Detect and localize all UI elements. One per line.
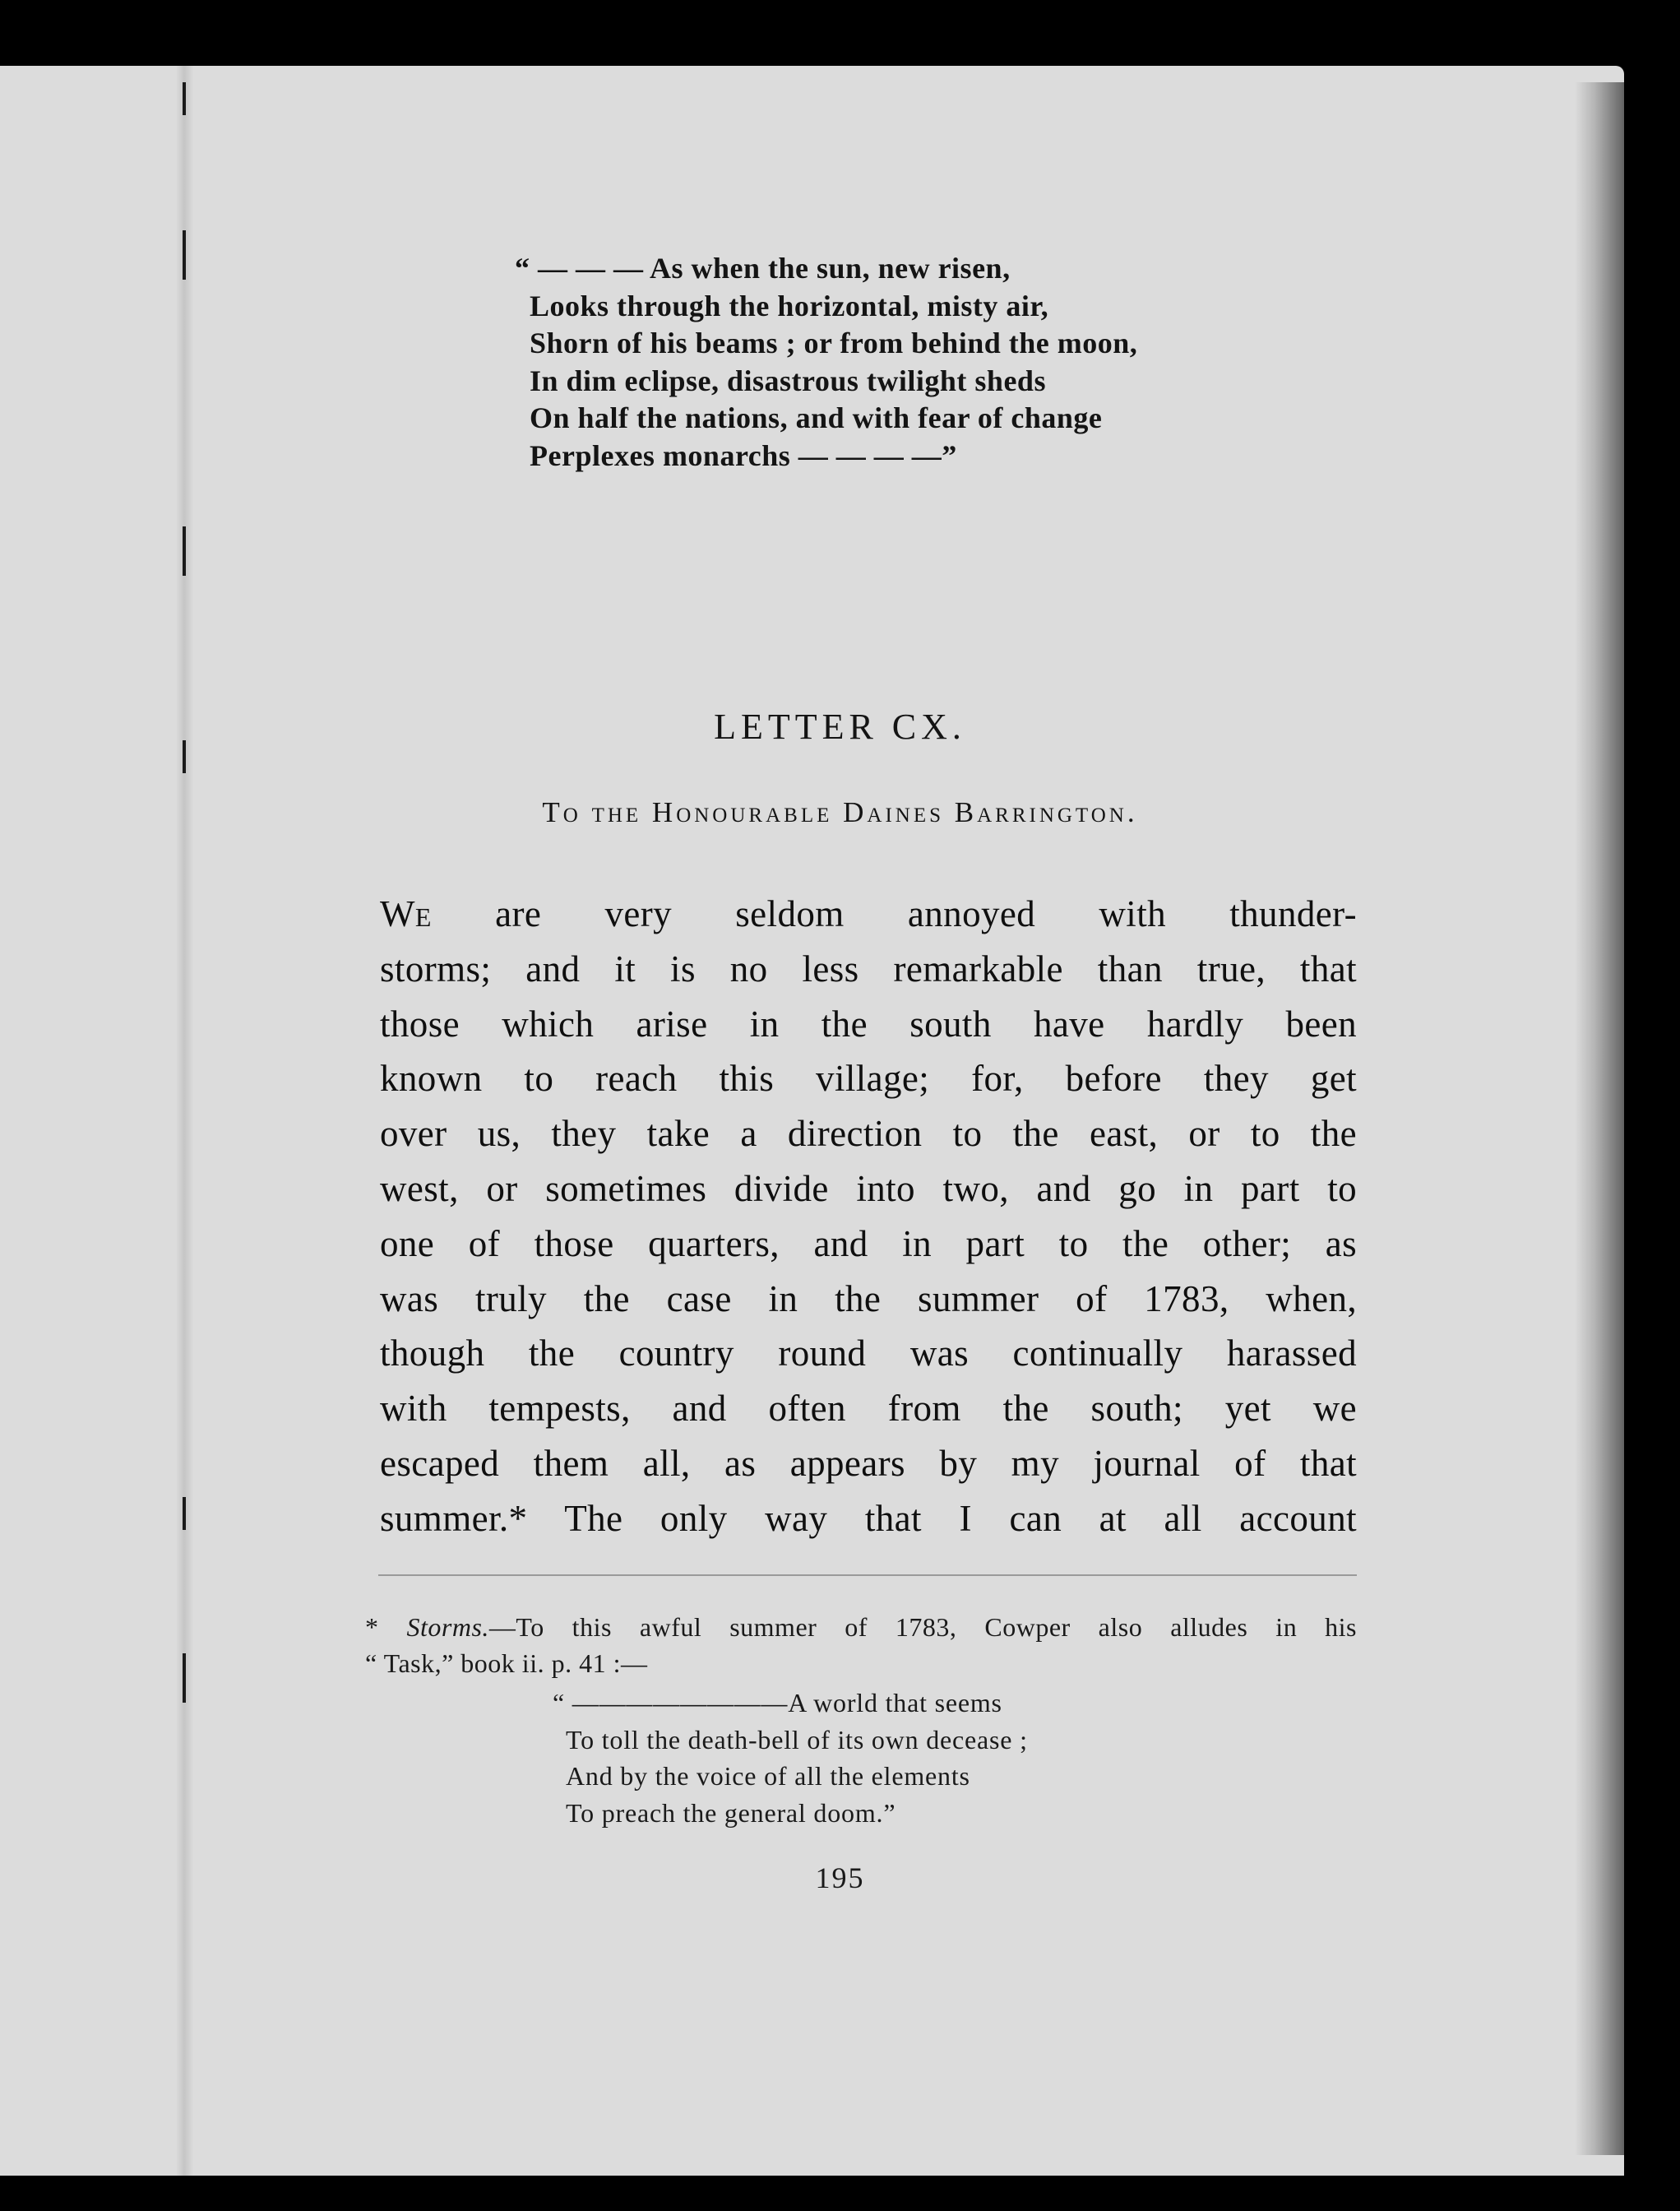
- body-line: escaped them all, as appears by my journal of that: [380, 1442, 1357, 1484]
- page-edge-shadow: [1575, 82, 1624, 2155]
- epigraph-verse: [515, 250, 1204, 475]
- gutter-mark: [183, 526, 186, 576]
- page-gutter-shadow: [176, 66, 194, 2176]
- epigraph-line: “ — — — As when the sun, new risen,: [515, 252, 1011, 285]
- body-line: with tempests, and often from the south; yet we: [380, 1388, 1357, 1430]
- footnote-verse-line: To toll the death-bell of its own decease ;: [566, 1724, 1028, 1754]
- page-number: 195: [815, 1861, 865, 1894]
- opening-word: We: [380, 893, 432, 934]
- epigraph-line: In dim eclipse, disastrous twilight sheds: [530, 364, 1046, 397]
- letter-addressee: To the Honourable Daines Barrington.: [542, 796, 1138, 828]
- body-line: known to reach this village; for, before they get: [380, 1058, 1357, 1100]
- letter-title: LETTER CX.: [714, 707, 966, 747]
- epigraph-line: On half the nations, and with fear of change: [530, 401, 1103, 434]
- body-line: one of those quarters, and in part to the other; as: [380, 1222, 1357, 1264]
- footnote-verse-line: To preach the general doom.”: [566, 1797, 896, 1828]
- gutter-mark: [183, 1497, 186, 1530]
- epigraph-line: Perplexes monarchs — — — —”: [530, 438, 957, 472]
- gutter-mark: [183, 1653, 186, 1703]
- footnote-verse-line: “ ————————A world that seems: [553, 1688, 1002, 1717]
- body-line: was truly the case in the summer of 1783, when,: [380, 1277, 1357, 1319]
- footnote: [365, 1609, 1357, 1681]
- body-line: west, or sometimes divide into two, and go in part to: [380, 1167, 1357, 1209]
- footnote-marker: *: [365, 1612, 407, 1642]
- footnote-line: [365, 1609, 1357, 1645]
- epigraph-line: Looks through the horizontal, misty air,: [530, 289, 1049, 322]
- gutter-mark: [183, 82, 186, 115]
- body-line: though the country round was continually harassed: [380, 1333, 1357, 1374]
- footnote-verse-line: And by the voice of all the elements: [566, 1761, 970, 1791]
- body-line: over us, they take a direction to the east, or to the: [380, 1113, 1357, 1155]
- epigraph-line: Shorn of his beams ; or from behind the moon,: [530, 327, 1138, 359]
- footnote-line: “ Task,” book ii. p. 41 :—: [365, 1648, 648, 1678]
- body-line: summer.* The only way that I can at all account: [380, 1497, 1357, 1539]
- gutter-mark: [183, 230, 186, 280]
- letter-body: [380, 887, 1357, 1546]
- footnote-verse: [553, 1685, 1224, 1831]
- body-line: storms; and it is no less remarkable than true, that: [380, 948, 1357, 990]
- footnote-divider: [378, 1574, 1357, 1576]
- body-line: [380, 887, 1357, 942]
- body-line-text: are very seldom annoyed with thunder-: [431, 893, 1357, 934]
- footnote-label: Storms.: [406, 1612, 489, 1642]
- body-line: those which arise in the south have hardly been: [380, 1003, 1357, 1045]
- footnote-text: —To this awful summer of 1783, Cowper also alludes in his: [488, 1612, 1358, 1642]
